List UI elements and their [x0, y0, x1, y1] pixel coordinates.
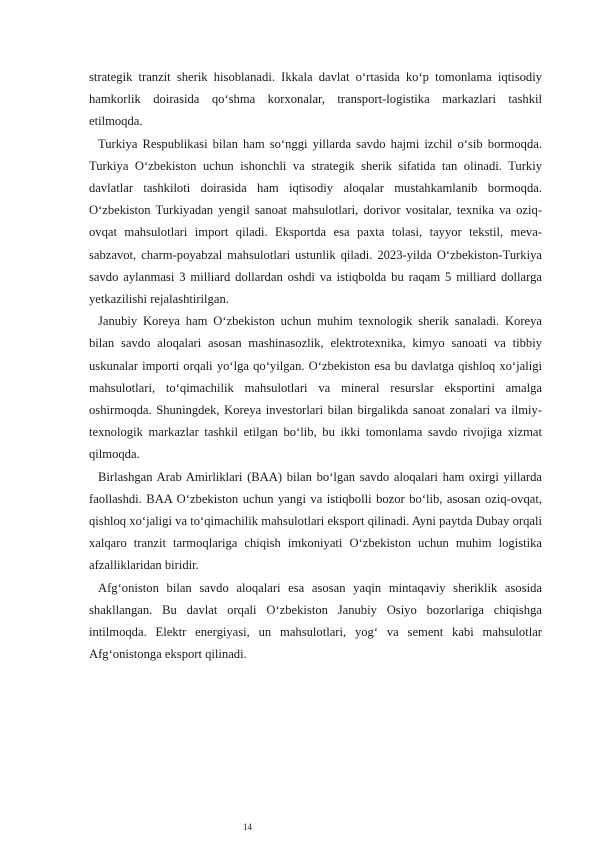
paragraph-south-korea: Janubiy Koreya ham O‘zbekiston uchun muhim texnologik sherik sanaladi. Koreya bilan savdo aloqalari asosan mashinasozlik, elektrotexnika, kimyo sanoati va tibbiy uskunalar importi orqali yo‘lga qo‘yilgan. O‘zbekiston esa bu davlatga qishloq xo‘jaligi mahsulotlari, to‘qimachilik mahsulotlari va mineral resurslar eksportini amalga oshirmoqda. Shuningdek, Koreya investorlari bilan birgalikda sanoat zonalari va ilmiy-texnologik markazlar tashkil etilgan bo‘lib, bu ikki tomonlama savdo rivojiga xizmat qilmoqda. — [89, 314, 542, 462]
paragraph-uae: Birlashgan Arab Amirliklari (BAA) bilan bo‘lgan savdo aloqalari ham oxirgi yillarda faollashdi. BAA O‘zbekiston uchun yangi va istiqbolli bozor bo‘lib, asosan oziq-ovqat, qishloq xo‘jaligi va to‘qimachilik mahsulotlari eksport qilinadi. Ayni paytda Dubay orqali xalqaro tranzit tarmoqlariga chiqish imkoniyati O‘zbekiston uchun muhim logistika afzalliklaridan biridir. — [89, 469, 542, 573]
paragraph-afghanistan: Afg‘oniston bilan savdo aloqalari esa asosan yaqin mintaqaviy sheriklik asosida shakllangan. Bu davlat orqali O‘zbekiston Janubiy Osiyo bozorlariga chiqishga intilmoqda. Elektr energiyasi, un mahsulotlari, yog‘ va sement kabi mahsulotlar Afg‘onistonga eksport qilinadi. — [89, 580, 542, 662]
page-number: 14 — [243, 822, 252, 832]
paragraph-continuation: strategik tranzit sherik hisoblanadi. Ikkala davlat o‘rtasida ko‘p tomonlama iqtisodiy hamkorlik doirasida qo‘shma korxonalar, transport-logistika markazlari tashkil etilmoqda. — [89, 70, 542, 129]
body-text — [89, 66, 542, 665]
paragraph-turkey: Turkiya Respublikasi bilan ham so‘nggi yillarda savdo hajmi izchil o‘sib bormoqda. Turkiya O‘zbekiston uchun ishonchli va strategik sherik sifatida tan olinadi. Turkiy davlatlar tashkiloti doirasida ham iqtisodiy aloqalar mustahkamlanib bormoqda. O‘zbekiston Turkiyadan yengil sanoat mahsulotlari, dorivor vositalar, texnika va oziq-ovqat mahsulotlari import qiladi. Eksportda esa paxta tolasi, tayyor tekstil, meva-sabzavot, charm-poyabzal mahsulotlari ustunlik qiladi. 2023-yilda O‘zbekiston-Turkiya savdo aylanmasi 3 milliard dollardan oshdi va istiqbolda bu raqam 5 milliard dollarga yetkazilishi rejalashtirilgan. — [89, 136, 542, 307]
